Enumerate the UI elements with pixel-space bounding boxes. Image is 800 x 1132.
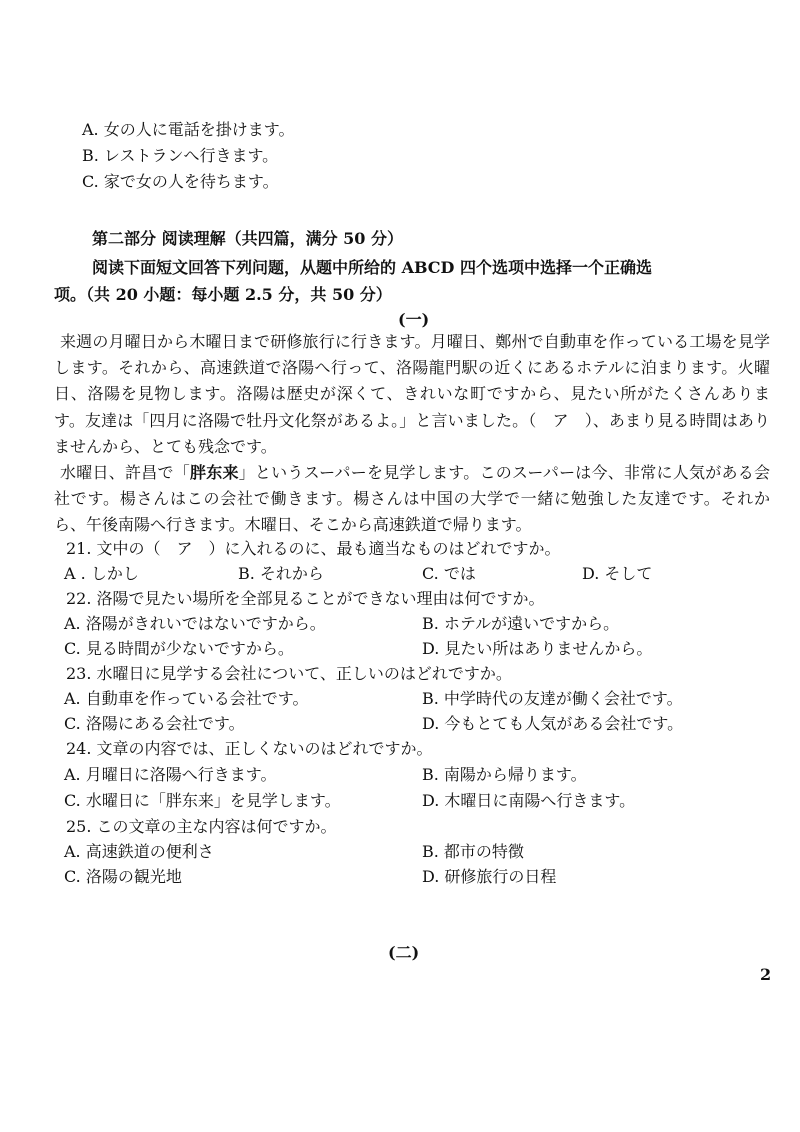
passage-heading: (一)	[398, 310, 430, 329]
question-25-option-c: C. 洛陽の観光地	[64, 867, 182, 886]
question-23-option-c: C. 洛陽にある会社です。	[64, 714, 245, 733]
question-22-option-b: B. ホテルが遠いですから。	[422, 614, 620, 633]
prev-option-c: C. 家で女の人を待ちます。	[82, 172, 279, 191]
section-title: 第二部分 阅读理解（共四篇，满分 50 分）	[92, 229, 403, 248]
question-24-option-a: A. 月曜日に洛陽へ行きます。	[64, 765, 277, 784]
paragraph-2-text-after: 」というスーパーを見学します。このスーパーは今、非常に人気がある会社です。楊さんはこの会社で働きます。楊さんは中国の大学で一緒に勉強した友達です。それから、午後南陽へ行きます。木曜日、そこから高速鉄道で帰ります。	[54, 463, 770, 535]
question-25-option-b: B. 都市の特徴	[422, 842, 524, 861]
question-25-option-a: A. 高速鉄道の便利さ	[64, 842, 214, 861]
question-25-option-d: D. 研修旅行の日程	[422, 867, 557, 886]
question-21-option-c: C. では	[422, 564, 476, 583]
passage-paragraph-1: 来週の月曜日から木曜日まで研修旅行に行きます。月曜日、鄭州で自動車を作っている工場を見学します。それから、高速鉄道で洛陽へ行って、洛陽龍門駅の近くにあるホテルに泊まります。火曜日、洛陽を見物します。洛陽は歴史が深くて、きれいな町ですから、見たい所がたくさんあります。友達は「四月に洛陽で牡丹文化祭があるよ。」と言いました。（ ア ）、あまり見る時間はありませんから、とても残念です。	[54, 332, 770, 456]
prev-option-b: B. レストランへ行きます。	[82, 146, 279, 165]
question-24-option-b: B. 南陽から帰ります。	[422, 765, 587, 784]
question-22-option-d: D. 見たい所はありませんから。	[422, 639, 653, 658]
question-21-option-a: A . しかし	[64, 564, 139, 583]
section-instruction-line1: 阅读下面短文回答下列问题，从题中所给的 ABCD 四个选项中选择一个正确选	[92, 258, 652, 277]
question-25-stem: 25. この文章の主な内容は何ですか。	[66, 817, 337, 836]
passage-body	[54, 329, 770, 539]
prev-option-a: A. 女の人に電話を掛けます。	[82, 120, 295, 139]
section-instruction-line2: 项。（共 20 小题：每小题 2.5 分，共 50 分）	[54, 285, 392, 304]
question-21-stem: 21. 文中の（ ア ）に入れるのに、最も適当なものはどれですか。	[66, 539, 561, 558]
question-22-option-c: C. 見る時間が少ないですから。	[64, 639, 294, 658]
question-23-option-a: A. 自動車を作っている会社です。	[64, 689, 309, 708]
paragraph-2-text-before: 水曜日、許昌で「	[60, 463, 190, 483]
supermarket-name: 胖东来	[189, 463, 239, 483]
question-23-option-d: D. 今もとても人気がある会社です。	[422, 714, 684, 733]
passage-paragraph-2	[54, 460, 770, 539]
passage-2-heading: (二)	[388, 943, 420, 962]
question-24-option-d: D. 木曜日に南陽へ行きます。	[422, 791, 636, 810]
question-22-option-a: A. 洛陽がきれいではないですから。	[64, 614, 326, 633]
question-21-option-b: B. それから	[238, 564, 324, 583]
question-23-stem: 23. 水曜日に見学する会社について、正しいのはどれですか。	[66, 664, 512, 683]
question-21-option-d: D. そして	[582, 564, 653, 583]
question-23-option-b: B. 中学時代の友達が働く会社です。	[422, 689, 683, 708]
question-22-stem: 22. 洛陽で見たい場所を全部見ることができない理由は何ですか。	[66, 589, 545, 608]
question-24-option-c: C. 水曜日に「胖东来」を見学します。	[64, 791, 341, 810]
question-24-stem: 24. 文章の内容では、正しくないのはどれですか。	[66, 739, 433, 758]
page-number: 2	[760, 965, 772, 984]
